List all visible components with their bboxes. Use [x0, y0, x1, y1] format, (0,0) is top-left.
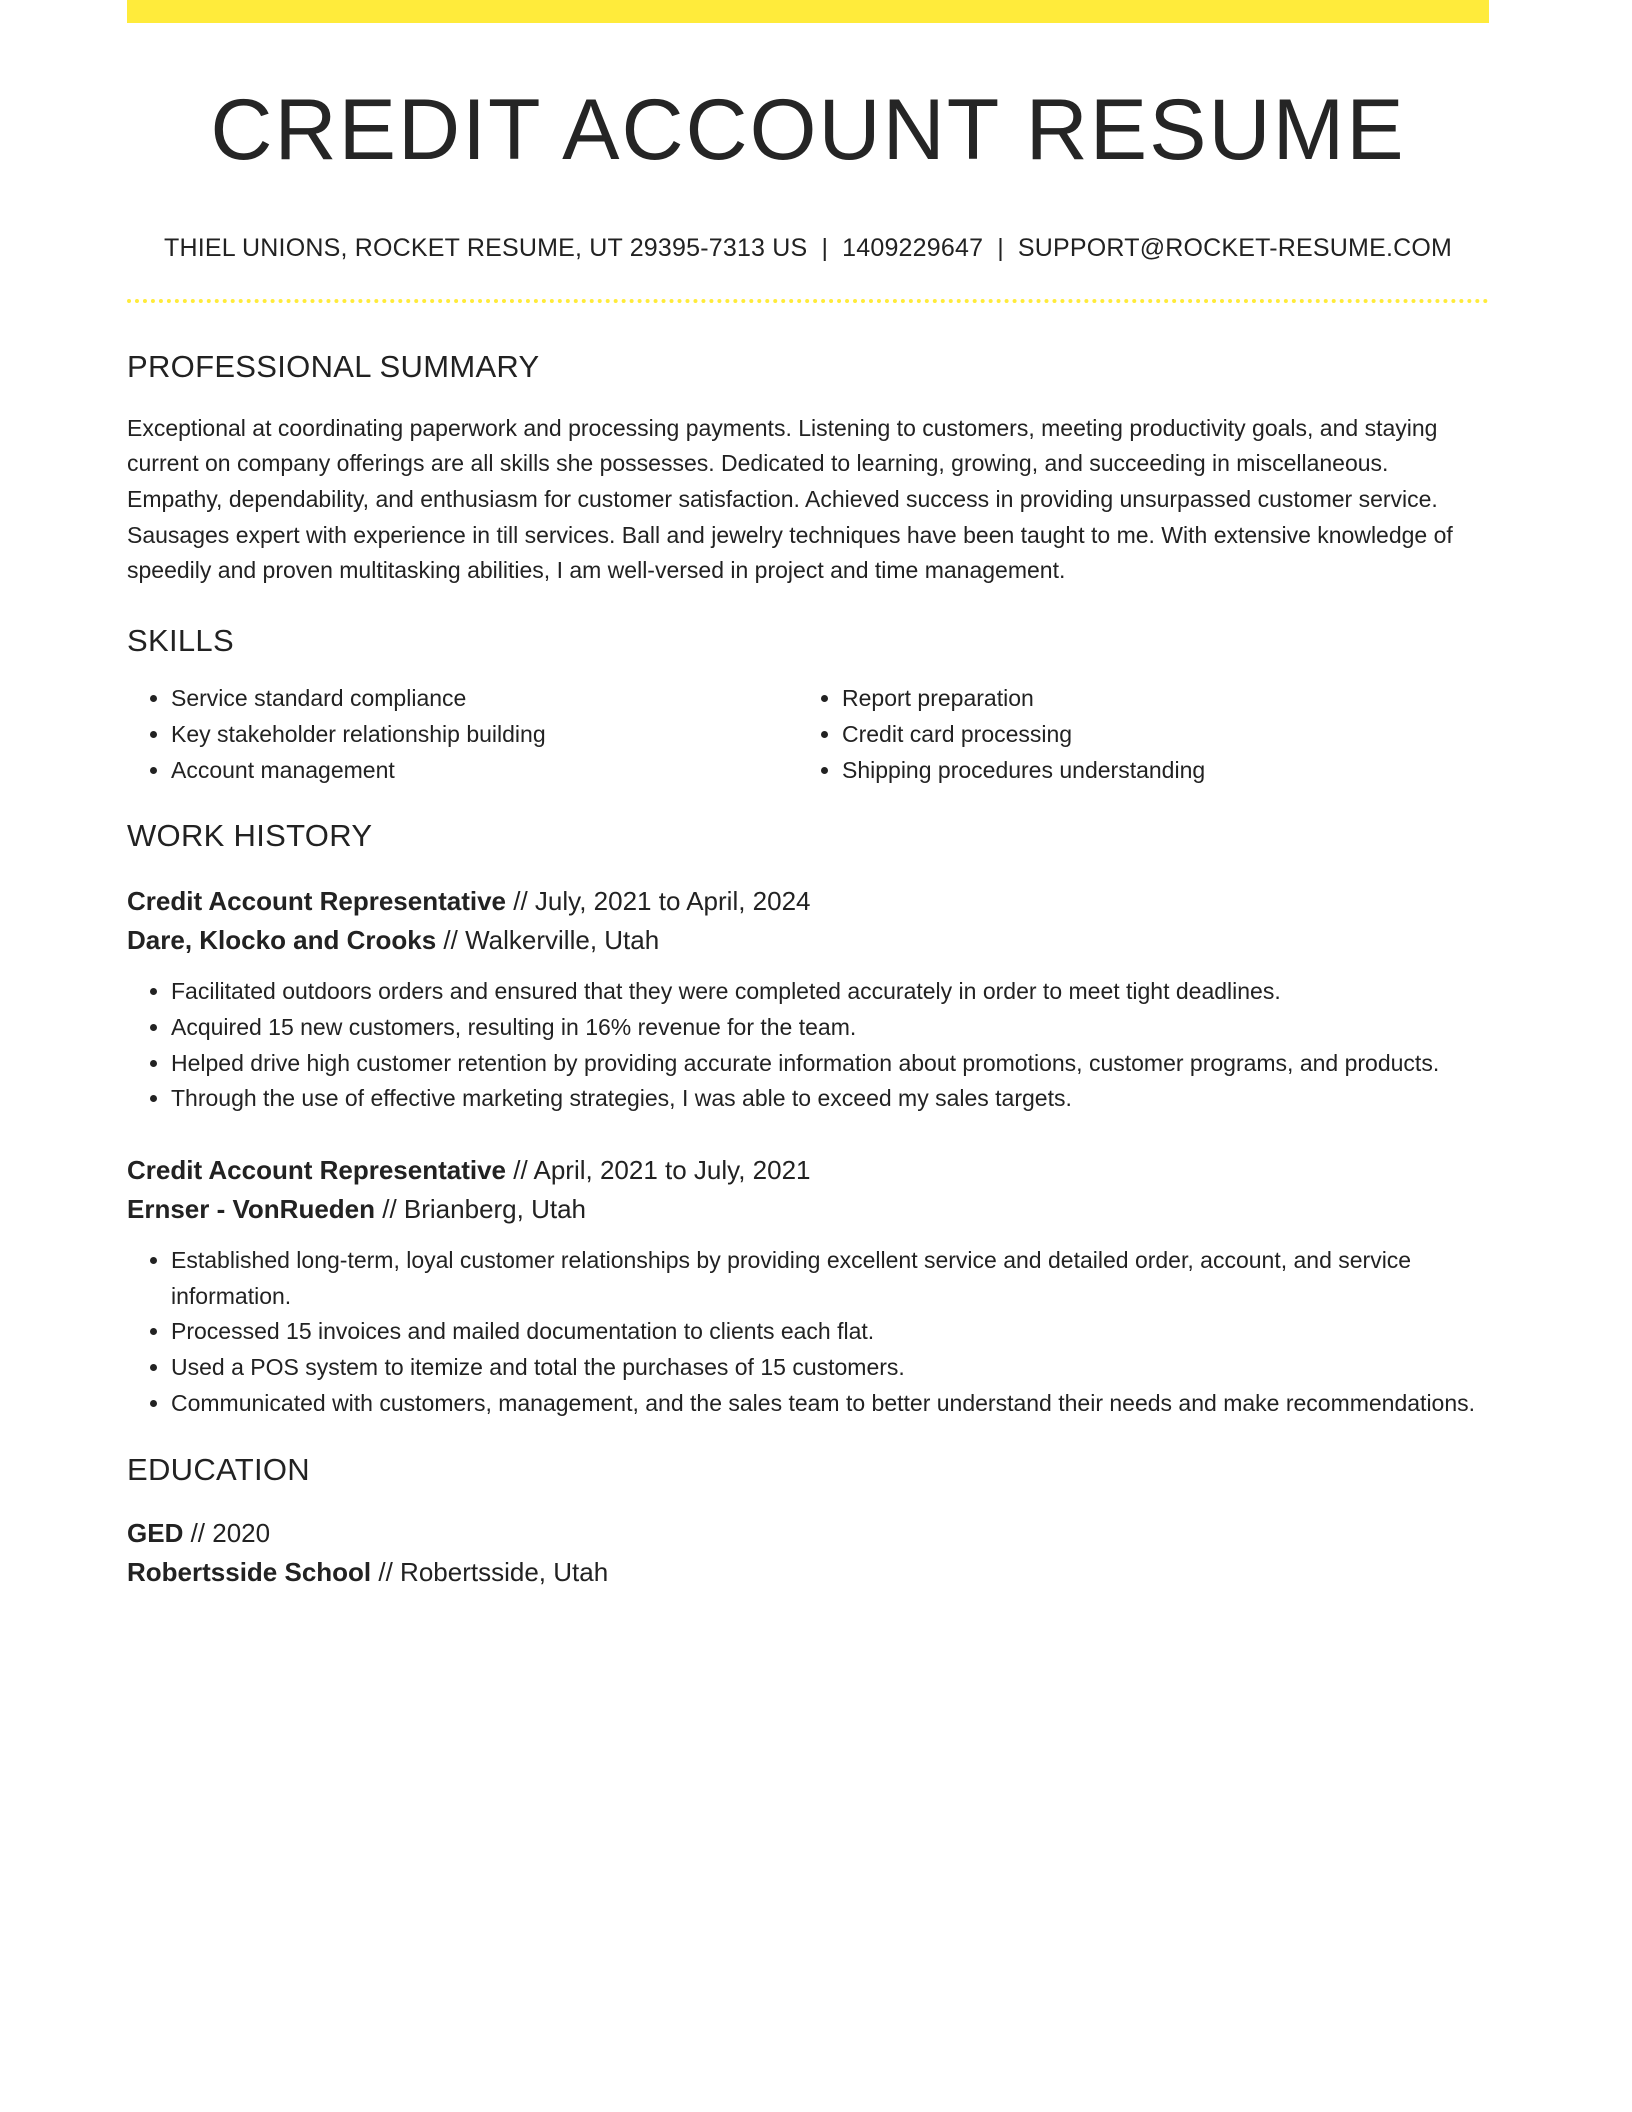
job-bullet: • Processed 15 invoices and mailed documentation to clients each flat.	[171, 1314, 1489, 1350]
summary-heading: PROFESSIONAL SUMMARY	[127, 348, 540, 384]
job-company: Dare, Klocko and Crooks	[127, 925, 437, 956]
job-company: Ernser - VonRueden	[127, 1194, 376, 1225]
skill-item: • Service standard compliance	[171, 681, 798, 717]
dotted-divider	[127, 299, 1489, 303]
job-entry	[127, 882, 1489, 1117]
job-location: // Brianberg, Utah	[375, 1194, 587, 1225]
education-location: // Robertsside, Utah	[371, 1556, 609, 1587]
contact-separator: |	[997, 233, 1004, 262]
job-bullets	[127, 974, 1489, 1117]
job-role-line	[127, 882, 1489, 921]
skills-column-right	[798, 681, 1469, 788]
job-company-line	[127, 1190, 1489, 1229]
job-dates: // July, 2021 to April, 2024	[506, 886, 811, 917]
job-entry	[127, 1151, 1489, 1422]
education-year: // 2020	[183, 1517, 271, 1548]
work-history-heading: WORK HISTORY	[127, 818, 373, 854]
summary-text: Exceptional at coordinating paperwork and processing payments. Listening to customers, meeting productivity goals, and staying current on company offerings are all skills she possesses. Dedicated to learning, growing, and succeeding in miscellaneous. Empathy, dependability, and enthusiasm for customer satisfaction. Achieved success in providing unsurpassed customer service. Sausages expert with experience in till services. Ball and jewelry techniques have been taught to me. With extensive knowledge of speedily and proven multitasking abilities, I am well-versed in project and time management.	[127, 414, 1453, 584]
job-role-line	[127, 1151, 1489, 1190]
job-bullet: • Facilitated outdoors orders and ensured that they were completed accurately in order to meet tight deadlines.	[171, 974, 1489, 1010]
education-degree-line	[127, 1514, 1489, 1553]
contact-email: SUPPORT@ROCKET-RESUME.COM	[1017, 233, 1453, 262]
job-dates: // April, 2021 to July, 2021	[506, 1155, 811, 1186]
resume-page	[127, 0, 1489, 1592]
resume-title: CREDIT ACCOUNT RESUME	[210, 82, 1406, 178]
contact-separator: |	[821, 233, 829, 262]
job-role: Credit Account Representative	[127, 886, 507, 917]
skill-item: • Key stakeholder relationship building	[171, 717, 798, 753]
skill-item: • Report preparation	[842, 681, 1469, 717]
skill-item: • Account management	[171, 753, 798, 789]
job-bullet: • Used a POS system to itemize and total the purchases of 15 customers.	[171, 1350, 1489, 1386]
top-accent-bar	[127, 0, 1489, 23]
job-location: // Walkerville, Utah	[436, 925, 660, 956]
contact-line	[127, 234, 1489, 263]
job-role: Credit Account Representative	[127, 1155, 507, 1186]
job-bullet: • Communicated with customers, management, and the sales team to better understand their needs and make recommendations.	[171, 1386, 1489, 1422]
skills-column-left	[127, 681, 798, 788]
skills-heading: SKILLS	[127, 623, 234, 659]
skill-item: • Credit card processing	[842, 717, 1469, 753]
education-entry	[127, 1514, 1489, 1592]
job-company-line	[127, 921, 1489, 960]
education-degree: GED	[127, 1517, 184, 1548]
contact-address: THIEL UNIONS, ROCKET RESUME, UT 29395-7313 US	[163, 233, 808, 262]
skill-item: • Shipping procedures understanding	[842, 753, 1469, 789]
skills-list	[127, 681, 1489, 788]
job-bullet: • Established long-term, loyal customer relationships by providing excellent service and detailed order, account, and service information.	[171, 1243, 1489, 1314]
contact-phone: 1409229647	[842, 233, 984, 262]
job-bullet: • Through the use of effective marketing strategies, I was able to exceed my sales targets.	[171, 1081, 1489, 1117]
education-school-line	[127, 1553, 1489, 1592]
job-bullet: • Helped drive high customer retention by providing accurate information about promotions, customer programs, and products.	[171, 1046, 1489, 1082]
job-bullets	[127, 1243, 1489, 1422]
education-school: Robertsside School	[127, 1556, 372, 1587]
job-bullet: • Acquired 15 new customers, resulting in 16% revenue for the team.	[171, 1010, 1489, 1046]
education-heading: EDUCATION	[127, 1451, 310, 1487]
